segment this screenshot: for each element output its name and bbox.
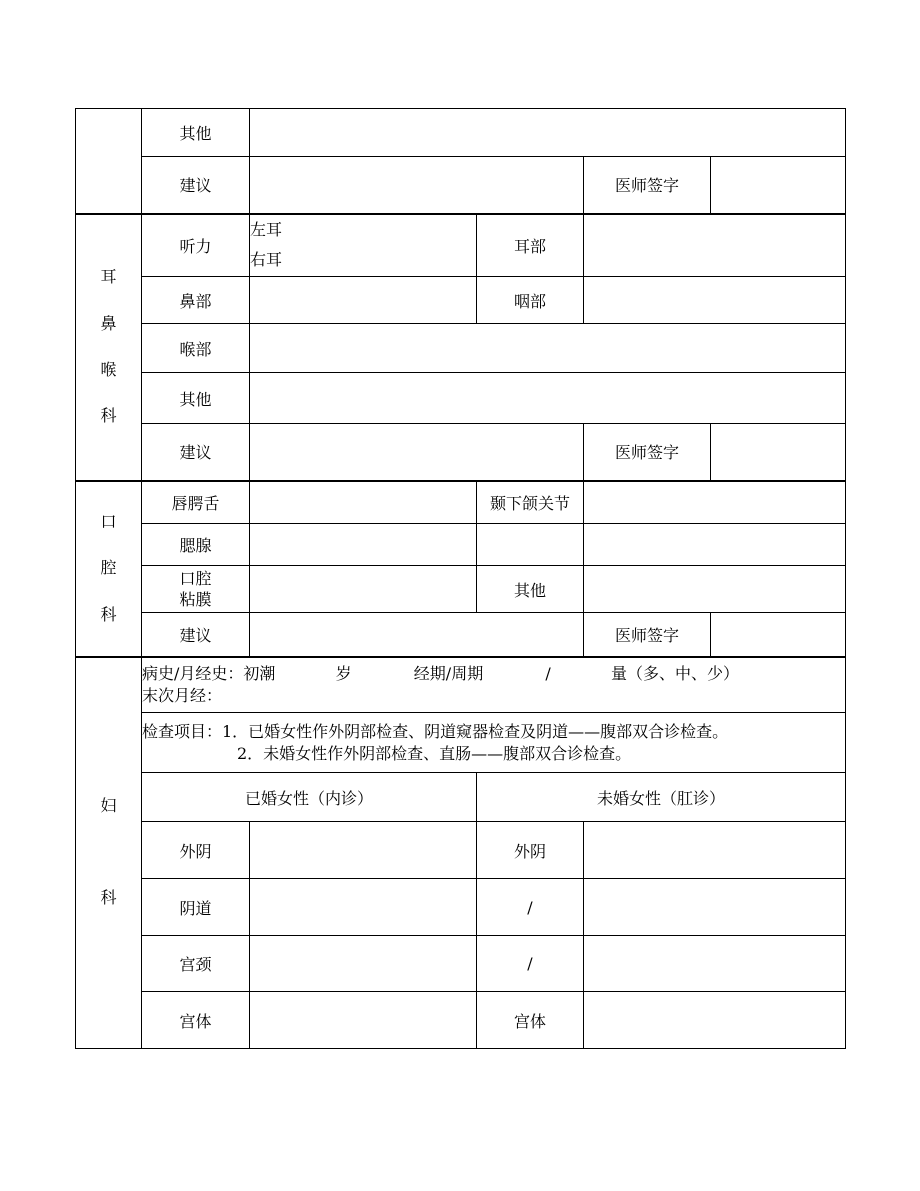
exam-items [142,713,846,773]
doctor-sign-field[interactable] [711,157,846,214]
pharynx-field[interactable] [584,277,846,324]
unmarried-vulva-field[interactable] [584,822,846,879]
ent-other-label: 其他 [142,373,250,424]
married-cervix-label: 宫颈 [142,936,250,992]
unmarried-uterus-field[interactable] [584,992,846,1049]
ent-section-label: 耳 鼻 喉 科 [76,214,142,481]
period-label: 经期/周期 [413,663,484,683]
right-ear-label: 右耳 [250,250,283,270]
ent-advice-label: 建议 [142,424,250,481]
blank-label-cell [477,524,584,566]
ent-advice-field[interactable] [250,424,584,481]
exam-line-1: 检查项目：1．已婚女性作外阴部检查、阴道窥器检查及阴道——腹部双合诊检查。 [142,721,729,741]
married-uterus-label: 宫体 [142,992,250,1049]
oral-section-label: 口 腔 科 [76,481,142,657]
parotid-label: 腮腺 [142,524,250,566]
advice-field[interactable] [250,157,584,214]
oral-advice-label: 建议 [142,613,250,657]
history-prefix: 病史/月经史：初潮 [142,663,276,683]
ear-field[interactable] [584,214,846,277]
ear-label: 耳部 [477,214,584,277]
exam-line-2: 2．未婚女性作外阴部检查、直肠——腹部双合诊检查。 [237,743,632,763]
oral-doctor-sign-label: 医师签字 [584,613,711,657]
medical-exam-form [75,108,846,1049]
blank-field[interactable] [584,524,846,566]
nose-label: 鼻部 [142,277,250,324]
oral-other-label: 其他 [477,566,584,613]
lips-field[interactable] [250,481,477,524]
oral-advice-field[interactable] [250,613,584,657]
unmarried-vagina-field[interactable] [584,879,846,936]
lips-label: 唇腭舌 [142,481,250,524]
married-vulva-label: 外阴 [142,822,250,879]
age-unit: 岁 [335,663,352,683]
nose-field[interactable] [250,277,477,324]
unmarried-cervix-slash: / [477,936,584,992]
hearing-label: 听力 [142,214,250,277]
tmj-label: 颞下颌关节 [477,481,584,524]
tmj-field[interactable] [584,481,846,524]
parotid-field[interactable] [250,524,477,566]
married-uterus-field[interactable] [250,992,477,1049]
last-period-label: 末次月经： [142,685,223,705]
unmarried-vulva-label: 外阴 [477,822,584,879]
advice-label: 建议 [142,157,250,214]
ent-doctor-sign-label: 医师签字 [584,424,711,481]
gyn-section-label: 妇 科 [76,657,142,1049]
larynx-label: 喉部 [142,324,250,373]
ent-other-field[interactable] [250,373,846,424]
married-cervix-field[interactable] [250,936,477,992]
other-label: 其他 [142,109,250,157]
unmarried-uterus-label: 宫体 [477,992,584,1049]
doctor-sign-label: 医师签字 [584,157,711,214]
other-field[interactable] [250,109,846,157]
hearing-field[interactable] [250,214,477,277]
unmarried-cervix-field[interactable] [584,936,846,992]
period-slash: / [545,663,551,683]
married-vagina-field[interactable] [250,879,477,936]
menstrual-history[interactable] [142,657,846,713]
oral-doctor-sign-field[interactable] [711,613,846,657]
married-vulva-field[interactable] [250,822,477,879]
mucosa-label: 口腔 粘膜 [142,566,250,613]
mucosa-field[interactable] [250,566,477,613]
unmarried-header: 未婚女性（肛诊） [477,773,846,822]
unmarried-vagina-slash: / [477,879,584,936]
pharynx-label: 咽部 [477,277,584,324]
amount-label: 量（多、中、少） [610,663,739,683]
married-vagina-label: 阴道 [142,879,250,936]
ent-doctor-sign-field[interactable] [711,424,846,481]
larynx-field[interactable] [250,324,846,373]
married-header: 已婚女性（内诊） [142,773,477,822]
left-ear-label: 左耳 [250,220,283,240]
oral-other-field[interactable] [584,566,846,613]
prev-section-cell [76,109,142,214]
